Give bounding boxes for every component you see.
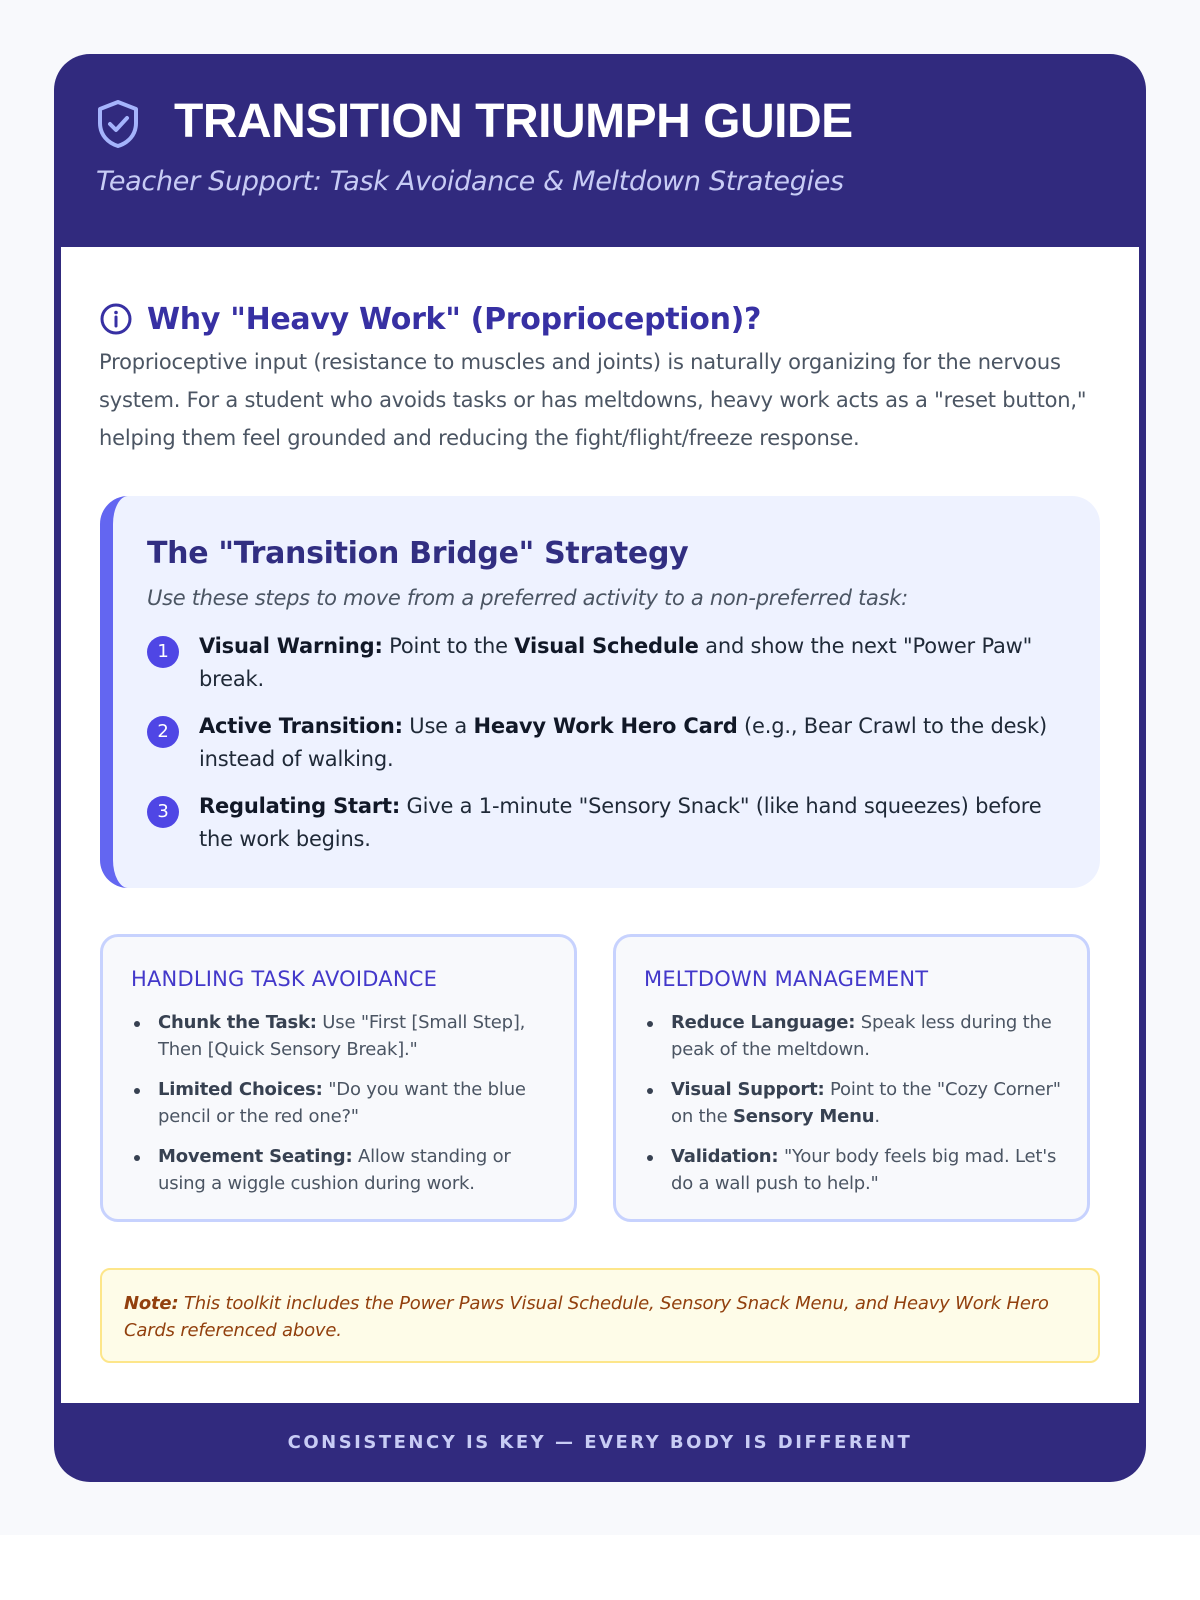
item-label: Validation: bbox=[671, 1146, 779, 1167]
meltdown-list bbox=[644, 1009, 1064, 1210]
item-text: . bbox=[874, 1106, 880, 1127]
page-bottom bbox=[0, 1535, 1200, 1600]
step-text: Give a 1-minute "Sensory Snack" (like hand squeezes) before the work begins. bbox=[199, 794, 1042, 851]
item-text: Point to the "Cozy Corner" on the bbox=[671, 1079, 1061, 1127]
note-label: Note: bbox=[124, 1293, 179, 1314]
meltdown-management-box bbox=[613, 934, 1090, 1222]
step-number-badge: 1 bbox=[147, 636, 179, 668]
card-footer bbox=[54, 1403, 1146, 1482]
step-text: Point to the bbox=[382, 634, 515, 658]
steps-list bbox=[147, 630, 1047, 870]
note-text: This toolkit includes the Power Paws Visual Schedule, Sensory Snack Menu, and Heavy Work Hero Cards referenced above. bbox=[124, 1293, 1049, 1341]
page-subtitle: Teacher Support: Task Avoidance & Meltdown Strategies bbox=[96, 166, 844, 197]
card-header bbox=[54, 54, 1146, 247]
item-label: Visual Support: bbox=[671, 1079, 825, 1100]
step-item bbox=[147, 710, 1047, 776]
item-label: Reduce Language: bbox=[671, 1012, 856, 1033]
task-avoidance-list bbox=[131, 1009, 551, 1210]
step-number-badge: 2 bbox=[147, 716, 179, 748]
item-text: Allow standing or using a wiggle cushion during work. bbox=[158, 1146, 511, 1194]
meltdown-title: MELTDOWN MANAGEMENT bbox=[644, 967, 929, 991]
shield-check-icon bbox=[96, 99, 140, 149]
step-label: Active Transition: bbox=[199, 714, 403, 738]
step-label: Visual Warning: bbox=[199, 634, 383, 658]
item-label: Chunk the Task: bbox=[158, 1012, 317, 1033]
step-text: (e.g., Bear Crawl to the desk) instead of walking. bbox=[199, 714, 1047, 771]
task-avoidance-title: HANDLING TASK AVOIDANCE bbox=[131, 967, 438, 991]
content-area bbox=[61, 247, 1139, 1403]
item-text: Use "First [Small Step], Then [Quick Sensory Break]." bbox=[158, 1012, 526, 1060]
step-number-badge: 3 bbox=[147, 796, 179, 828]
why-text: Proprioceptive input (resistance to muscles and joints) is naturally organizing for the nervous system. For a student who avoids tasks or has meltdowns, heavy work acts as a "reset button," helping them feel grounded and reducing the fight/flight/freeze response. bbox=[99, 350, 1087, 450]
list-item bbox=[131, 1143, 551, 1197]
list-item bbox=[131, 1076, 551, 1130]
item-text: "Your body feels big mad. Let's do a wall push to help." bbox=[671, 1146, 1057, 1194]
transition-bridge-panel bbox=[100, 496, 1100, 888]
footer-text: CONSISTENCY IS KEY — EVERY BODY IS DIFFERENT bbox=[287, 1432, 913, 1453]
task-avoidance-box bbox=[100, 934, 577, 1222]
why-title: Why "Heavy Work" (Proprioception)? bbox=[147, 301, 762, 337]
note-box bbox=[100, 1268, 1100, 1363]
list-item bbox=[644, 1076, 1064, 1130]
list-item bbox=[644, 1009, 1064, 1063]
item-text: Speak less during the peak of the meltdown. bbox=[671, 1012, 1052, 1060]
item-text: "Do you want the blue pencil or the red one?" bbox=[158, 1079, 526, 1127]
step-emphasis: Heavy Work Hero Card bbox=[473, 714, 738, 738]
item-label: Movement Seating: bbox=[158, 1146, 353, 1167]
info-icon bbox=[99, 302, 133, 336]
why-heading bbox=[99, 299, 761, 339]
item-label: Limited Choices: bbox=[158, 1079, 323, 1100]
bridge-subtitle: Use these steps to move from a preferred activity to a non-preferred task: bbox=[147, 586, 908, 610]
list-item bbox=[644, 1143, 1064, 1197]
page-title: TRANSITION TRIUMPH GUIDE bbox=[174, 95, 853, 148]
item-emphasis: Sensory Menu bbox=[733, 1106, 875, 1127]
step-item bbox=[147, 790, 1047, 856]
bridge-title: The "Transition Bridge" Strategy bbox=[147, 536, 689, 571]
guide-card bbox=[54, 54, 1146, 1482]
step-label: Regulating Start: bbox=[199, 794, 401, 818]
list-item bbox=[131, 1009, 551, 1063]
step-text: Use a bbox=[402, 714, 474, 738]
step-emphasis: Visual Schedule bbox=[514, 634, 699, 658]
step-item bbox=[147, 630, 1047, 696]
step-text: and show the next "Power Paw" break. bbox=[199, 634, 1033, 691]
